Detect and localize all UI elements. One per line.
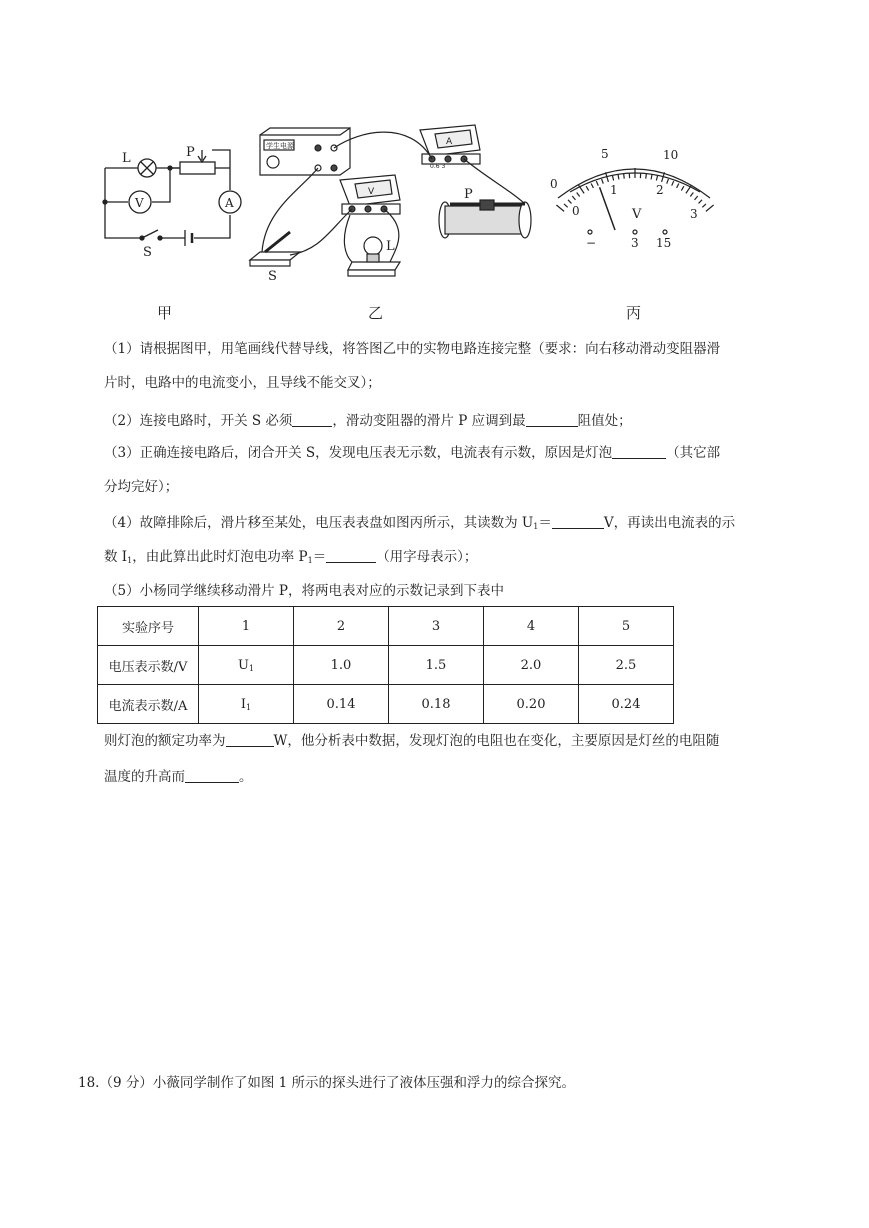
- ammeter-terminal-label: 0.6 3: [430, 163, 446, 170]
- table-header-cell: 3: [389, 607, 484, 646]
- question-5-text-d: 。: [239, 769, 253, 785]
- question-2-text-a: （2）连接电路时，开关 S 必须: [104, 413, 293, 429]
- apparatus-ammeter-label: A: [446, 137, 453, 147]
- circuit-slider-label: P: [186, 145, 195, 160]
- question-1-text: （1）请根据图甲，用笔画线代替导线，将答图乙中的实物电路连接完整（要求：向右移动滑动变阻器滑: [104, 341, 721, 357]
- answer-blank-power[interactable]: [326, 548, 376, 563]
- answer-blank-rated-power[interactable]: [226, 732, 274, 747]
- question-3-text-a: （3）正确连接电路后，闭合开关 S，发现电压表无示数，电流表有示数，原因是灯泡: [104, 445, 613, 461]
- switch-device: [250, 252, 300, 260]
- dial-unit: V: [632, 207, 642, 222]
- figure-label-yi: 乙: [368, 304, 384, 322]
- apparatus-lamp-label: L: [386, 239, 395, 254]
- table-header-cell: 1: [199, 607, 294, 646]
- question-3-text-c: 分均完好）；: [104, 479, 179, 495]
- table-cell: 0.18: [389, 685, 484, 724]
- apparatus-switch-label: S: [268, 269, 277, 284]
- table-row-label: 电流表示数/A: [98, 685, 199, 724]
- table-cell: 0.24: [579, 685, 674, 724]
- dial-tick: [677, 183, 679, 187]
- dial-tick: [577, 192, 580, 196]
- dial-small-0: 0: [572, 204, 580, 218]
- table-cell-sub: 1: [246, 702, 252, 712]
- dial-tick: [646, 174, 647, 179]
- dial-tick: [681, 186, 684, 190]
- dial-small-3: 3: [690, 207, 698, 221]
- terminal-15: 15: [656, 236, 672, 250]
- question-1-text-cont: 片时，电路中的电流变小，且导线不能交叉）；: [104, 375, 381, 391]
- question-4-text-f: ＝: [312, 549, 327, 565]
- table-cell: 0.14: [294, 685, 389, 724]
- answer-blank-voltage[interactable]: [552, 514, 604, 529]
- table-header-cell: 5: [579, 607, 674, 646]
- question-4-text-a: （4）故障排除后，滑片移至某处，电压表表盘如图丙所示，其读数为 U: [104, 515, 534, 531]
- dial-tick: [556, 205, 564, 211]
- dial-tick: [706, 205, 714, 211]
- answer-blank-resistance[interactable]: [526, 412, 578, 427]
- question-4-sub-u: 1: [533, 522, 539, 531]
- dial-big-5: 5: [601, 147, 609, 161]
- question-4-text-g: （用字母表示）；: [376, 549, 478, 565]
- question-2-text-b: ，滑动变阻器的滑片 P 应调到最: [332, 413, 526, 429]
- figure-label-jia: 甲: [157, 304, 173, 322]
- answer-blank-resistance-trend[interactable]: [185, 768, 239, 783]
- question-4-text-e: ，由此算出此时灯泡电功率 P: [132, 549, 308, 565]
- table-cell: [199, 646, 294, 685]
- question-5: [104, 574, 794, 608]
- dial-tick: [672, 181, 674, 186]
- dial-tick: [651, 174, 652, 179]
- dial-tick: [667, 179, 669, 184]
- dial-tick: [591, 183, 593, 187]
- table-row: [98, 685, 674, 724]
- dial-small-1: 1: [610, 183, 618, 197]
- question-5-answer: [104, 724, 794, 758]
- table-cell: 2.0: [484, 646, 579, 685]
- table-header-cell: 4: [484, 607, 579, 646]
- question-4-text-d: 数 I: [104, 549, 128, 565]
- question-3: [104, 436, 794, 470]
- dial-tick: [596, 181, 598, 186]
- table-cell: [199, 685, 294, 724]
- circuit-switch-label: S: [143, 245, 152, 260]
- dial-big-10: 10: [663, 148, 679, 162]
- dial-tick: [568, 200, 571, 204]
- data-table: [97, 606, 674, 724]
- circuit-voltmeter-label: V: [135, 196, 144, 210]
- question-2-text-c: 阻值处；: [577, 413, 632, 429]
- dial-small-2: 2: [656, 183, 664, 197]
- table-header-row: [98, 607, 674, 646]
- question-1: [104, 332, 794, 366]
- dial-tick: [612, 176, 613, 181]
- question-4-text-c: V，再读出电流表的示: [603, 515, 736, 531]
- question-3-text-b: （其它部: [666, 445, 721, 461]
- question-5-text-a: 则灯泡的额定功率为: [104, 733, 226, 749]
- table-cell: 1.5: [389, 646, 484, 685]
- question-18: [78, 1066, 768, 1100]
- dial-tick: [618, 174, 619, 179]
- question-5-text: （5）小杨同学继续移动滑片 P，将两电表对应的示数记录到下表中: [104, 583, 504, 599]
- dial-tick: [690, 192, 693, 196]
- dial-tick: [572, 196, 575, 200]
- question-4-sub-i: 1: [127, 556, 133, 565]
- table-cell-sub: 1: [248, 663, 255, 673]
- dial-big-0: 0: [550, 177, 558, 191]
- question-4-sub-p: 1: [307, 556, 313, 565]
- question-4: [104, 506, 794, 544]
- table-cell-u: U: [237, 657, 249, 673]
- apparatus-voltmeter-label: V: [368, 187, 375, 197]
- dial-tick: [602, 179, 604, 184]
- meter-dial: [556, 168, 713, 234]
- rheostat-symbol: [180, 162, 215, 174]
- table-header-cell: 实验序号: [98, 607, 199, 646]
- dial-tick: [656, 176, 657, 181]
- answer-blank-fault[interactable]: [612, 444, 666, 459]
- table-header-cell: 2: [294, 607, 389, 646]
- apparatus-slider-label: P: [464, 187, 473, 202]
- lamp-device: [348, 262, 400, 270]
- question-4-cont: [104, 540, 794, 578]
- experiment-figure: [90, 120, 790, 330]
- terminal-minus: −: [586, 236, 597, 250]
- figure-label-bing: 丙: [626, 304, 642, 322]
- table-cell: 0.20: [484, 685, 579, 724]
- circuit-lamp-label: L: [122, 151, 131, 166]
- dial-tick: [702, 204, 706, 207]
- question-18-text: 18.（9 分）小薇同学制作了如图 1 所示的探头进行了液体压强和浮力的综合探究。: [78, 1075, 576, 1091]
- question-3-cont: [104, 470, 794, 504]
- dial-tick: [695, 196, 698, 200]
- answer-blank-switch[interactable]: [292, 412, 332, 427]
- question-1-cont: [104, 366, 794, 400]
- dial-tick: [586, 186, 589, 190]
- circuit-ammeter-label: A: [225, 196, 234, 210]
- table-row: [98, 646, 674, 685]
- table-cell: 2.5: [579, 646, 674, 685]
- question-5-text-c: 温度的升高而: [104, 769, 185, 785]
- table-cell: 1.0: [294, 646, 389, 685]
- table-row-label: 电压表示数/V: [98, 646, 199, 685]
- question-5-text-b: W，他分析表中数据，发现灯泡的电阻也在变化，主要原因是灯丝的电阻随: [273, 733, 720, 749]
- question-2: [104, 404, 794, 438]
- dial-tick: [624, 174, 625, 179]
- power-supply-label: 学生电源: [266, 142, 294, 150]
- dial-tick: [699, 200, 702, 204]
- question-5-answer-cont: [104, 760, 794, 794]
- terminal-3: 3: [631, 236, 639, 250]
- dial-tick: [564, 204, 568, 207]
- question-4-text-b: ＝: [538, 515, 552, 531]
- table-cell-i: I: [240, 696, 247, 712]
